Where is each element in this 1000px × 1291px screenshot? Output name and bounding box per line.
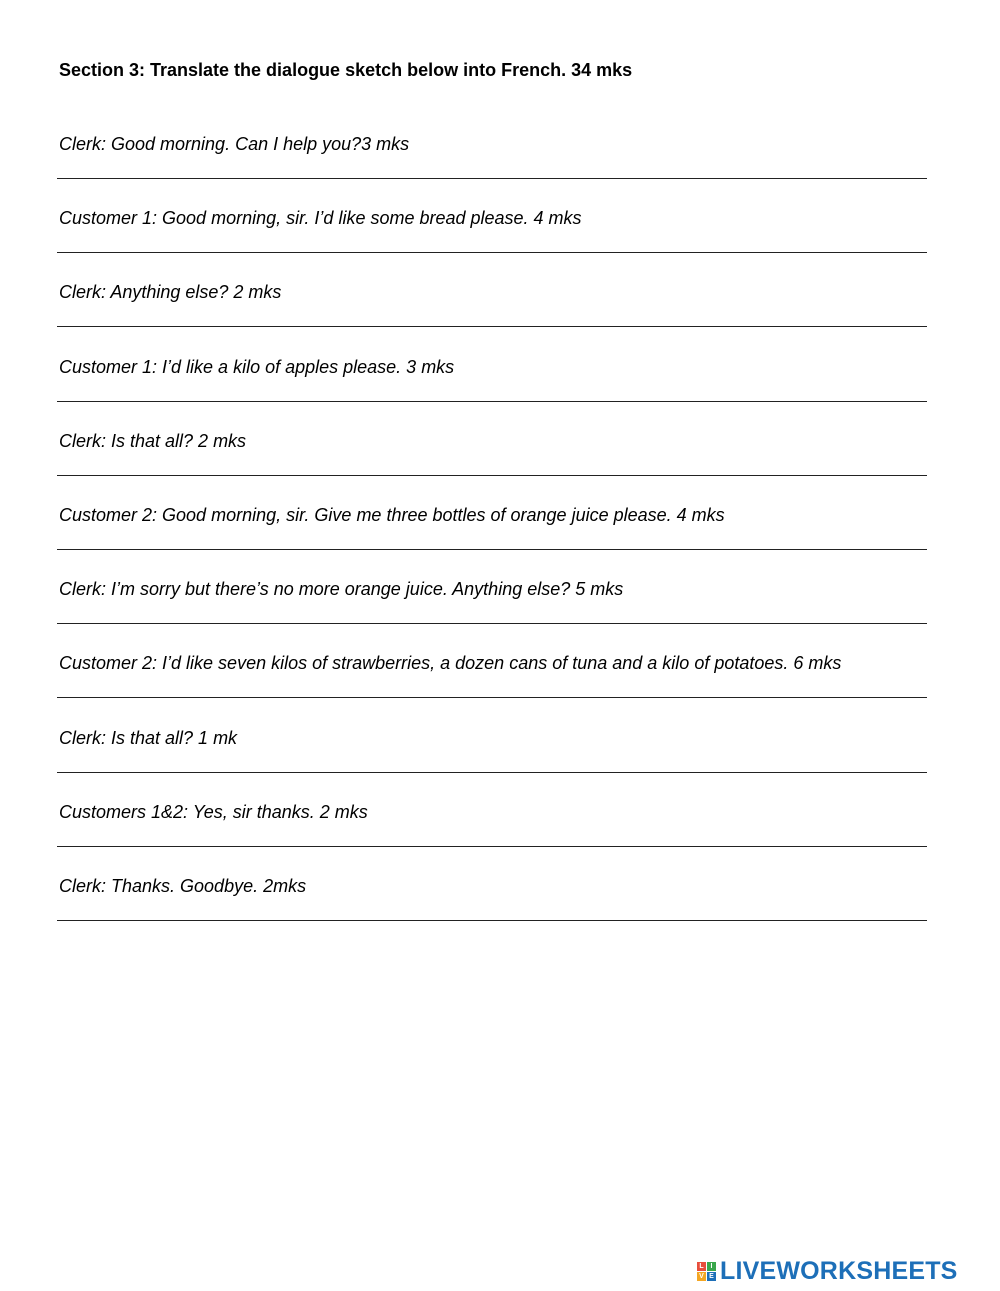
answer-line[interactable]: [57, 475, 927, 476]
dialogue-prompt: Customer 2: I’d like seven kilos of strawberries, a dozen cans of tuna and a kilo of potatoes. 6 mks: [59, 653, 842, 674]
dialogue-prompt: Clerk: Is that all? 1 mk: [59, 727, 238, 748]
answer-line[interactable]: [57, 401, 927, 402]
answer-line[interactable]: [57, 549, 927, 550]
dialogue-prompt: Customer 2: Good morning, sir. Give me three bottles of orange juice please. 4 mks: [59, 505, 725, 525]
answer-line[interactable]: [57, 697, 927, 698]
logo-text: LIVEWORKSHEETS: [720, 1256, 958, 1285]
answer-line[interactable]: [57, 623, 927, 624]
dialogue-prompt: Clerk: Is that all? 2 mks: [59, 430, 247, 451]
logo-mark-icon: L I V E: [697, 1262, 716, 1281]
answer-line[interactable]: [57, 252, 927, 253]
dialogue-prompt: Customer 1: Good morning, sir. I’d like some bread please. 4 mks: [59, 208, 582, 229]
dialogue-prompt: Customer 1: I’d like a kilo of apples please. 3 mks: [59, 356, 455, 377]
dialogue-prompt: Clerk: Thanks. Goodbye. 2mks: [59, 876, 307, 896]
answer-line[interactable]: [57, 846, 927, 847]
answer-line[interactable]: [57, 772, 927, 773]
dialogue-prompt: Clerk: Good morning. Can I help you?3 mks: [59, 134, 410, 154]
dialogue-prompt: Clerk: Anything else? 2 mks: [59, 282, 282, 303]
answer-line[interactable]: [57, 920, 927, 921]
answer-line[interactable]: [57, 178, 927, 179]
answer-line[interactable]: [57, 326, 927, 327]
dialogue-prompt: Customers 1&2: Yes, sir thanks. 2 mks: [59, 801, 368, 822]
liveworksheets-logo[interactable]: [697, 1256, 958, 1286]
dialogue-prompt: Clerk: I’m sorry but there’s no more orange juice. Anything else? 5 mks: [59, 579, 624, 600]
page-title: Section 3: Translate the dialogue sketch below into French. 34 mks: [59, 60, 633, 80]
